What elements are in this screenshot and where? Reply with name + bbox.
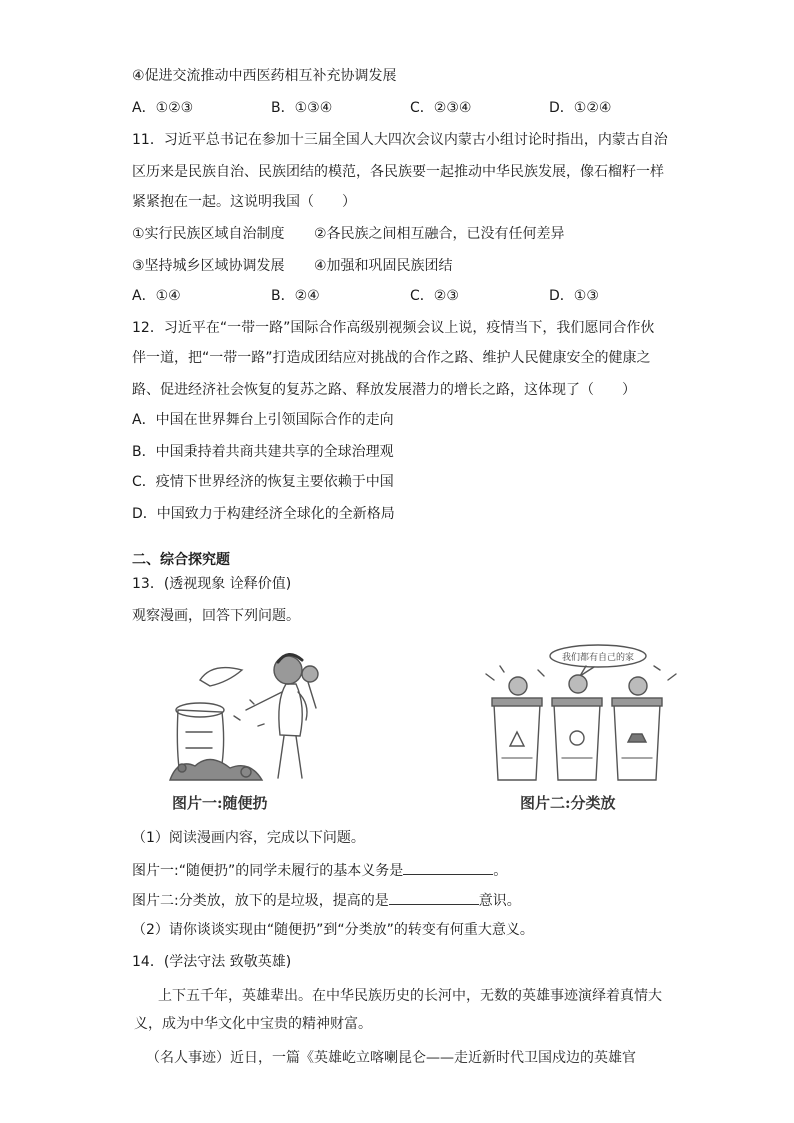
q12-stem-line1: 12．习近平在“一带一路”国际合作高级别视频会议上说，疫情当下，我们愿同合作伙: [132, 320, 655, 336]
q12-stem-line2: 伴一道，把“一带一路”打造成团结应对挑战的合作之路、维护人民健康安全的健康之: [132, 350, 651, 366]
cartoon1-caption: 图片一:随便扔: [172, 794, 268, 812]
q11-option-a[interactable]: A．①④: [132, 288, 181, 304]
q11-option-d[interactable]: D．①③: [549, 288, 599, 304]
q10-option-d[interactable]: D．①②④: [549, 100, 612, 116]
q11-item2: ②各民族之间相互融合，已没有任何差异: [314, 226, 565, 242]
q12-option-b[interactable]: B．中国秉持着共商共建共享的全球治理观: [132, 444, 394, 460]
q12-option-c[interactable]: C．疫情下世界经济的恢复主要依赖于中国: [132, 474, 394, 490]
q10-option-b[interactable]: B．①③④: [271, 100, 333, 116]
q13-fill2-blank[interactable]: [389, 890, 479, 905]
q13-fill2-text: 图片二:分类放，放下的是垃圾，提高的是: [132, 893, 389, 909]
q13-fill1-blank[interactable]: [403, 860, 493, 875]
q14-header: 14．(学法守法 致敬英雄): [132, 954, 292, 970]
q13-header: 13．(透视现象 诠释价值): [132, 576, 292, 592]
q12-option-a[interactable]: A．中国在世界舞台上引领国际合作的走向: [132, 412, 394, 428]
q10-option-a[interactable]: A．①②③: [132, 100, 194, 116]
q13-part1: （1）阅读漫画内容，完成以下问题。: [132, 830, 365, 846]
q13-fill2: [132, 890, 521, 911]
cartoon2-caption: 图片二:分类放: [520, 794, 616, 812]
q11-option-b[interactable]: B．②④: [271, 288, 320, 304]
speech-bubble-text: 我们都有自己的家: [561, 653, 635, 663]
q14-story-line1: 上下五千年，英雄辈出。在中华民族历史的长河中，无数的英雄事迹演绎着真情大: [158, 988, 662, 1004]
q14-story-line3: （名人事迹）近日，一篇《英雄屹立喀喇昆仑——走近新时代卫国戍边的英雄官: [146, 1050, 636, 1066]
q14-story-line2: 义，成为中华文化中宝贵的精神财富。: [134, 1016, 372, 1032]
q11-stem-line2: 区历来是民族自治、民族团结的模范，各民族要一起推动中华民族发展，像石榴籽一样: [132, 164, 664, 180]
q13-fill1-end: 。: [493, 863, 508, 879]
q11-stem-line3: 紧紧抱在一起。这说明我国（ ）: [132, 194, 356, 210]
q11-option-c[interactable]: C．②③: [410, 288, 459, 304]
q11-item3: ③坚持城乡区域协调发展: [132, 258, 285, 274]
q13-intro: 观察漫画，回答下列问题。: [132, 608, 300, 624]
q13-fill1: [132, 860, 507, 881]
q11-stem-line1: 11．习近平总书记在参加十三届全国人大四次会议内蒙古小组讨论时指出，内蒙古自治: [132, 132, 668, 148]
q11-item1: ①实行民族区域自治制度: [132, 226, 285, 242]
q12-option-d[interactable]: D．中国致力于构建经济全球化的全新格局: [132, 506, 395, 522]
q11-item4: ④加强和巩固民族团结: [314, 258, 453, 274]
q10-item4: ④促进交流推动中西医药相互补充协调发展: [132, 68, 397, 84]
q13-part2: （2）请你谈谈实现由“随便扔”到“分类放”的转变有何重大意义。: [132, 922, 534, 938]
q12-stem-line3: 路、促进经济社会恢复的复苏之路、释放发展潜力的增长之路，这体现了（ ）: [132, 382, 636, 398]
cartoon-sorting-image: [478, 640, 688, 790]
cartoon-litter-image: [150, 640, 350, 790]
q10-option-c[interactable]: C．②③④: [410, 100, 472, 116]
q13-fill2-end: 意识。: [478, 893, 521, 909]
q13-fill1-text: 图片一:“随便扔”的同学未履行的基本义务是: [132, 863, 404, 879]
section-title: 二、综合探究题: [132, 552, 230, 568]
